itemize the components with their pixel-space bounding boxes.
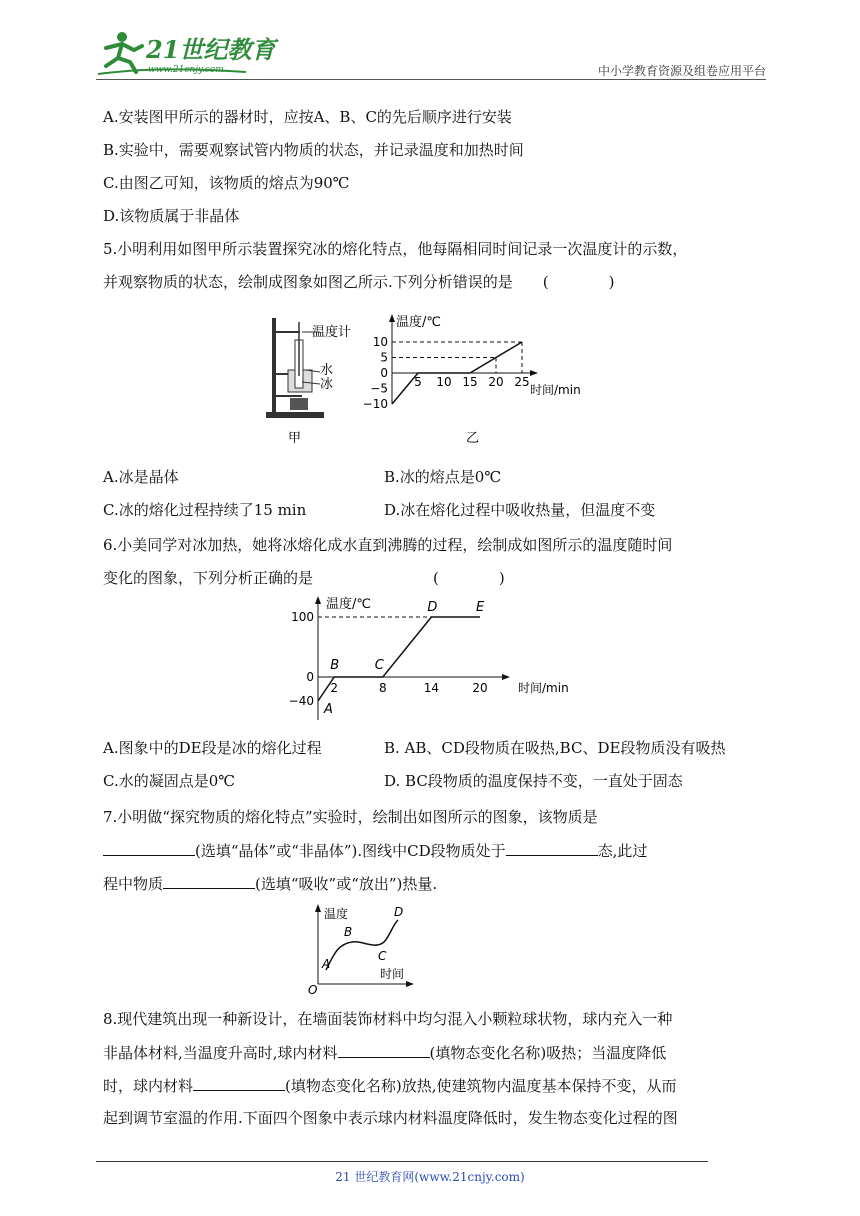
q7-blank-1[interactable] bbox=[103, 839, 195, 856]
q5-option-b: B.冰的熔点是0℃ bbox=[384, 468, 502, 486]
q5-x-tick-2: 15 bbox=[462, 375, 478, 389]
q5-option-c: C.冰的熔化过程持续了15 min bbox=[103, 501, 307, 519]
q6-y-tick-1: 0 bbox=[306, 670, 314, 684]
q7-curve bbox=[326, 920, 398, 970]
q5-y-tick-2: 0 bbox=[380, 366, 388, 380]
footer-divider bbox=[96, 1161, 708, 1162]
q7-stem-line2: (选填“晶体”或“非晶体”).图线中CD段物质处于 态,此过 bbox=[103, 839, 647, 862]
q5-x-tick-1: 10 bbox=[436, 375, 452, 389]
q5-stem-line2: 并观察物质的状态，绘制成图象如图乙所示.下列分析错误的是 ( ) bbox=[103, 273, 615, 291]
caption-jia: 甲 bbox=[288, 431, 302, 446]
q6-stem-line2: 变化的图象，下列分析正确的是 ( ) bbox=[103, 569, 505, 587]
q6-point-label-d: D bbox=[427, 600, 438, 615]
q4-option-a: A.安装图甲所示的器材时，应按A、B、C的先后顺序进行安装 bbox=[103, 108, 512, 126]
q5-xlabel: 时间/min bbox=[530, 383, 581, 397]
q6-option-b: B. AB、CD段物质在吸热,BC、DE段物质没有吸热 bbox=[384, 739, 726, 757]
page-header bbox=[96, 28, 766, 80]
q5-y-tick-4: −10 bbox=[362, 397, 388, 411]
q7-stem-line1: 7.小明做“探究物质的熔化特点”实验时，绘制出如图所示的图象，该物质是 bbox=[103, 808, 598, 826]
header-divider bbox=[96, 79, 766, 80]
q7-label-b: B bbox=[344, 925, 353, 939]
q6-point-label-e: E bbox=[476, 600, 485, 615]
q6-option-a: A.图象中的DE段是冰的熔化过程 bbox=[103, 739, 322, 757]
q4-option-b: B.实验中，需要观察试管内物质的状态，并记录温度和加热时间 bbox=[103, 141, 524, 159]
q6-y-tick-2: −40 bbox=[288, 694, 314, 708]
q6-stem-line1: 6.小美同学对冰加热，她将冰熔化成水直到沸腾的过程，绘制成如图所示的温度随时间 bbox=[103, 536, 673, 554]
q4-option-c: C.由图乙可知，该物质的熔点为90℃ bbox=[103, 174, 350, 192]
q6-xlabel: 时间/min bbox=[518, 681, 569, 695]
q5-y-tick-0: 10 bbox=[372, 335, 388, 349]
q6-option-d: D. BC段物质的温度保持不变，一直处于固态 bbox=[384, 772, 683, 790]
q7-origin: O bbox=[308, 983, 318, 996]
q5-y-tick-3: −5 bbox=[370, 381, 388, 396]
q6-series-line bbox=[318, 617, 480, 701]
q8-stem-line1: 8.现代建筑出现一种新设计，在墙面装饰材料中均匀混入小颗粒球状物，球内充入一种 bbox=[103, 1010, 673, 1028]
q6-temperature-chart bbox=[284, 594, 584, 726]
q4-option-d: D.该物质属于非晶体 bbox=[103, 207, 240, 225]
q5-x-tick-3: 20 bbox=[488, 375, 504, 389]
thermometer-label: 温度计 bbox=[312, 325, 352, 340]
q6-point-label-a: A bbox=[324, 702, 333, 717]
q6-x-tick-1: 8 bbox=[378, 681, 387, 695]
header-platform-text: 中小学教育资源及组卷应用平台 bbox=[597, 64, 766, 78]
q6-x-tick-0: 2 bbox=[330, 681, 339, 695]
logo bbox=[96, 28, 296, 78]
q5-stem-line1: 5.小明利用如图甲所示装置探究冰的熔化特点，他每隔相同时间记录一次温度计的示数， bbox=[103, 240, 688, 258]
q5-apparatus-figure bbox=[262, 312, 372, 448]
q8-stem-line4: 起到调节室温的作用.下面四个图象中表示球内材料温度降低时，发生物态变化过程的图 bbox=[103, 1109, 678, 1127]
q6-point-label-b: B bbox=[330, 658, 340, 673]
q5-option-d: D.冰在熔化过程中吸收热量，但温度不变 bbox=[384, 501, 656, 519]
q6-y-tick-0: 100 bbox=[291, 610, 314, 624]
q8-stem-line2: 非晶体材料,当温度升高时,球内材料 (填物态变化名称)吸热；当温度降低 bbox=[103, 1041, 666, 1064]
q6-option-c: C.水的凝固点是0℃ bbox=[103, 772, 236, 790]
q7-label-d: D bbox=[394, 905, 404, 919]
ice-label: 冰 bbox=[320, 377, 334, 392]
q6-x-tick-2: 14 bbox=[423, 681, 440, 695]
q7-xlabel: 时间 bbox=[380, 967, 405, 981]
q5-x-tick-4: 25 bbox=[514, 375, 530, 389]
q6-point-label-c: C bbox=[374, 658, 384, 673]
water-label: 水 bbox=[320, 363, 334, 378]
q7-blank-3[interactable] bbox=[163, 872, 255, 889]
q7-ylabel: 温度 bbox=[324, 907, 349, 921]
q6-x-tick-3: 20 bbox=[472, 681, 488, 695]
q5-option-a: A.冰是晶体 bbox=[103, 468, 179, 486]
q7-label-c: C bbox=[378, 949, 387, 963]
q5-temperature-chart bbox=[362, 312, 582, 448]
q6-ylabel: 温度/℃ bbox=[326, 597, 371, 612]
logo-text: 21世纪教育 bbox=[146, 35, 276, 64]
q5-ylabel: 温度/℃ bbox=[396, 315, 441, 330]
q8-stem-line3: 时，球内材料 (填物态变化名称)放热,使建筑物内温度基本保持不变，从而 bbox=[103, 1074, 677, 1097]
q7-melting-chart bbox=[300, 904, 420, 996]
footer-text: 21 世纪教育网(www.21cnjy.com) bbox=[335, 1170, 525, 1184]
q7-label-a: A bbox=[322, 957, 331, 971]
q5-y-tick-1: 5 bbox=[380, 350, 388, 365]
q8-blank-1[interactable] bbox=[338, 1041, 430, 1058]
logo-url: www.21cnjy.com bbox=[148, 65, 224, 75]
q8-blank-2[interactable] bbox=[193, 1074, 285, 1091]
q5-caption-yi: 乙 bbox=[466, 431, 480, 446]
q5-x-tick-0: 5 bbox=[414, 375, 422, 389]
q7-blank-2[interactable] bbox=[506, 839, 598, 856]
q7-stem-line3: 程中物质 (选填“吸收”或“放出”)热量. bbox=[103, 872, 437, 895]
